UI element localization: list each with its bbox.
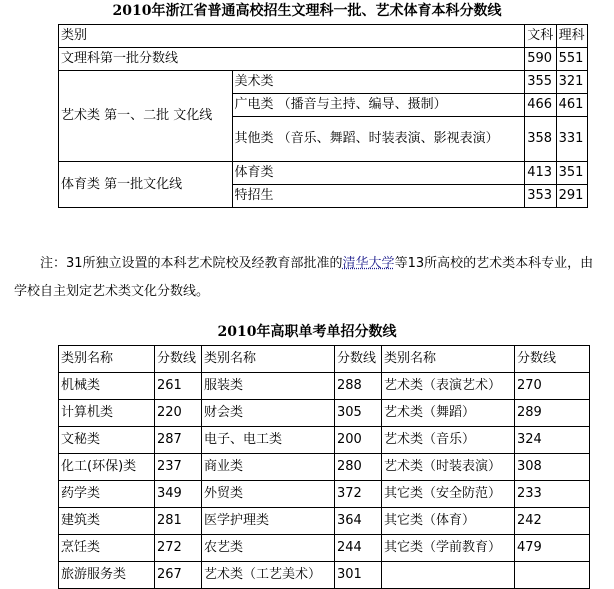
header-wenke: 文科 (525, 25, 556, 48)
category-name-cell: 商业类 (202, 454, 335, 481)
category-name-cell: 艺术类（舞蹈） (382, 400, 515, 427)
score-cell: 233 (515, 481, 590, 508)
table-row (59, 535, 590, 562)
category-name-cell: 化工(环保)类 (59, 454, 155, 481)
score-cell: 244 (335, 535, 382, 562)
header-category-name: 类别名称 (59, 346, 155, 373)
category-name-cell: 烹饪类 (59, 535, 155, 562)
score-wenke: 358 (525, 117, 556, 162)
category-name-cell: 外贸类 (202, 481, 335, 508)
score-cell: 372 (335, 481, 382, 508)
undergrad-score-table (58, 24, 588, 208)
score-wenke: 353 (525, 185, 556, 208)
score-cell: 261 (155, 373, 202, 400)
score-cell: 308 (515, 454, 590, 481)
category-name-cell: 机械类 (59, 373, 155, 400)
score-cell: 270 (515, 373, 590, 400)
category-name-cell: 医学护理类 (202, 508, 335, 535)
category-name-cell: 艺术类（表演艺术） (382, 373, 515, 400)
vocational-score-table (58, 345, 590, 589)
sub-category: 特招生 (232, 185, 525, 208)
score-cell: 280 (335, 454, 382, 481)
score-cell: 287 (155, 427, 202, 454)
score-cell: 267 (155, 562, 202, 589)
score-cell: 349 (155, 481, 202, 508)
category-name-cell: 其它类（体育） (382, 508, 515, 535)
score-cell: 364 (335, 508, 382, 535)
score-cell: 305 (335, 400, 382, 427)
category-name-cell: 农艺类 (202, 535, 335, 562)
header-category-name: 类别名称 (202, 346, 335, 373)
category-name-cell: 艺术类（音乐） (382, 427, 515, 454)
category-name-cell: 旅游服务类 (59, 562, 155, 589)
score-cell: 200 (335, 427, 382, 454)
score-cell: 220 (155, 400, 202, 427)
category-name-cell: 艺术类（时装表演） (382, 454, 515, 481)
sub-category: 广电类 （播音与主持、编导、摄制） (232, 94, 525, 117)
category-name-cell: 建筑类 (59, 508, 155, 535)
header-like: 理科 (556, 25, 587, 48)
score-cell: 272 (155, 535, 202, 562)
score-like: 551 (556, 48, 587, 71)
note-prefix: 注：31所独立设置的本科艺术院校及经教育部批准的 (40, 256, 343, 271)
table-row (59, 71, 588, 94)
table-row (59, 562, 590, 589)
header-score: 分数线 (155, 346, 202, 373)
score-like: 291 (556, 185, 587, 208)
header-category: 类别 (59, 25, 525, 48)
table-row (59, 481, 590, 508)
table-row (59, 162, 588, 185)
table-header-row (59, 346, 590, 373)
score-cell: 301 (335, 562, 382, 589)
note-suffix: 等13所高校的艺术类本科专业，由学校自主划定艺术类文化分数线。 (14, 256, 594, 299)
score-cell: 288 (335, 373, 382, 400)
category-name-cell: 其它类（安全防范） (382, 481, 515, 508)
category-name-cell: 计算机类 (59, 400, 155, 427)
group-label-sports: 体育类 第一批文化线 (59, 162, 233, 208)
category-name-cell: 艺术类（工艺美术） (202, 562, 335, 589)
header-score: 分数线 (335, 346, 382, 373)
score-cell: 479 (515, 535, 590, 562)
score-cell: 324 (515, 427, 590, 454)
sub-category: 体育类 (232, 162, 525, 185)
score-cell (515, 562, 590, 589)
category-name-cell: 药学类 (59, 481, 155, 508)
table-row (59, 454, 590, 481)
score-cell: 242 (515, 508, 590, 535)
score-like: 331 (556, 117, 587, 162)
score-cell: 237 (155, 454, 202, 481)
score-like: 321 (556, 71, 587, 94)
score-wenke: 466 (525, 94, 556, 117)
table-row (59, 400, 590, 427)
table1-title: 2010年浙江省普通高校招生文理科一批、艺术体育本科分数线 (112, 3, 502, 19)
score-wenke: 355 (525, 71, 556, 94)
category-name-cell (382, 562, 515, 589)
category-name-cell: 财会类 (202, 400, 335, 427)
score-like: 461 (556, 94, 587, 117)
footnote (14, 250, 606, 306)
tsinghua-link[interactable]: 清华大学 (342, 256, 395, 271)
score-like: 351 (556, 162, 587, 185)
score-wenke: 413 (525, 162, 556, 185)
row-label: 文理科第一批分数线 (59, 48, 525, 71)
header-score: 分数线 (515, 346, 590, 373)
category-name-cell: 服装类 (202, 373, 335, 400)
sub-category: 美术类 (232, 71, 525, 94)
table-row (59, 48, 588, 71)
table-row (59, 508, 590, 535)
category-name-cell: 文秘类 (59, 427, 155, 454)
category-name-cell: 电子、电工类 (202, 427, 335, 454)
header-category-name: 类别名称 (382, 346, 515, 373)
table2-title: 2010年高职单考单招分数线 (217, 324, 397, 340)
group-label-art: 艺术类 第一、二批 文化线 (59, 71, 233, 162)
score-cell: 289 (515, 400, 590, 427)
sub-category: 其他类 （音乐、舞蹈、时装表演、影视表演） (232, 117, 525, 162)
table-row (59, 427, 590, 454)
table-row (59, 373, 590, 400)
category-name-cell: 其它类（学前教育） (382, 535, 515, 562)
score-wenke: 590 (525, 48, 556, 71)
table-header-row (59, 25, 588, 48)
score-cell: 281 (155, 508, 202, 535)
